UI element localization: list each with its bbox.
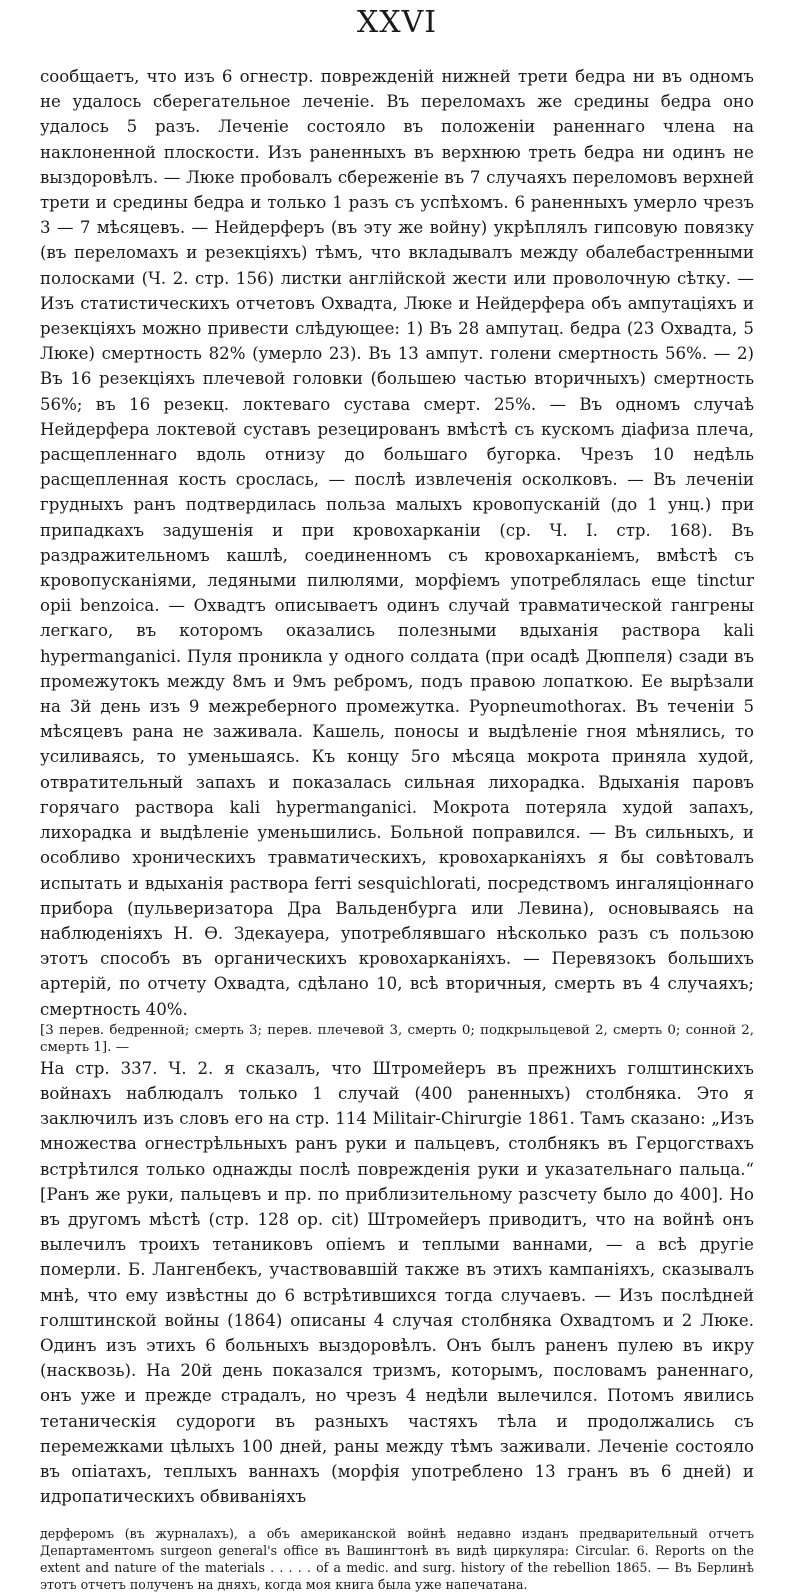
page-number: XXVI <box>356 5 438 40</box>
body-paragraph-1: сообщаетъ, что изъ 6 огнестр. поврежденій нижней трети бедра ни въ одномъ не удалось сберегательное леченіе. Въ переломахъ же средины бедра оно удалось 5 разъ. Леченіе состояло въ положеніи раненнаго члена на наклоненной плоскости. Изъ раненныхъ въ верхнюю треть бедра ни одинъ не выздоровѣлъ. — Люке пробовалъ сбереженіе въ 7 случаяхъ переломовъ верхней трети и средины бедра и только 1 разъ съ успѣхомъ. 6 раненныхъ умерло чрезъ 3 — 7 мѣсяцевъ. — Нейдерферъ (въ эту же войну) укрѣплялъ гипсовую повязку (въ переломахъ и резекціяхъ) тѣмъ, что вкладывалъ между обалебастренными полосками (Ч. 2. стр. 156) листки англійской жести или проволочную сѣтку. — Изъ статистическихъ отчетовъ Охвадта, Люке и Нейдерфера объ ампутаціяхъ и резекціяхъ можно привести слѣдующее: 1) Въ 28 ампутац. бедра (23 Охвадта, 5 Люке) смертность 82% (умерло 23). Въ 13 ампут. голени смертность 56%. — 2) Въ 16 резекціяхъ плечевой головки (большею частью вторичныхъ) смертность 56%; въ 16 резекц. локтеваго сустава смерт. 25%. — Въ одномъ случаѣ Нейдерфера локтевой суставъ резецированъ вмѣстѣ съ кускомъ діафиза плеча, расщепленнаго вдоль отнизу до большаго бугорка. Чрезъ 10 недѣль расщепленная кость срослась, — послѣ извлеченія осколковъ. — Въ леченіи грудныхъ ранъ подтвердилась польза малыхъ кровопусканій (до 1 унц.) при припадкахъ задушенія и при кровохарканіи (ср. Ч. I. стр. 168). Въ раздражительномъ кашлѣ, соединенномъ съ кровохарканіемъ, вмѣстѣ съ кровопусканіями, ледяными пилюлями, морфіемъ употреблялась еще tinctur opii benzoica. — Охвадтъ описываетъ одинъ случай травматической гангрены легкаго, въ которомъ оказались полезными вдыханія раствора kali hypermanganici. Пуля проникла у одного солдата (при осадѣ Дюппеля) сзади въ промежутокъ между 8мъ и 9мъ ребромъ, подъ правою лопаткою. Ее вырѣзали на 3й день изъ 9 межреберного промежутка. Pyopneumothorax. Въ теченіи 5 мѣсяцевъ рана не заживала. Кашель, поносы и выдѣленіе гноя мѣнялись, то усиливаясь, то уменьшаясь. Къ концу 5го мѣсяца мокрота приняла худой, отвратительный запахъ и показалась сильная лихорадка. Вдыханія паровъ горячаго раствора kali hypermanganici. Мокрота потеряла худой запахъ, лихорадка и выдѣленіе уменьшились. Больной поправился. — Въ сильныхъ, и особливо хроническихъ травматическихъ, кровохарканіяхъ я бы совѣтовалъ испытать и вдыханія раствора ferri sesquichlorati, посредствомъ ингаляціоннаго прибора (пульверизатора Дра Вальденбурга или Левина), основываясь на наблюденіяхъ Н. Ѳ. Здекауера, употреблявшаго нѣсколько разъ съ пользою этотъ способъ въ органическихъ кровохарканіяхъ. — Перевязокъ большихъ артерій, по отчету Охвадта, сдѣлано 10, всѣ вторичныя, смерть въ 4 случаяхъ; смертность 40%. <box>40 67 754 1019</box>
ligature-statistics-note: [3 перев. бедренной; смерть 3; перев. плечевой 3, смерть 0; подкрыльцевой 2, смерть 0; сонной 2, смерть 1]. — <box>40 1022 754 1055</box>
footnote: дерферомъ (въ журналахъ), а объ американской войнѣ недавно изданъ предварительный отчетъ Департаментомъ surgeon general's office въ Вашингтонѣ въ видѣ циркуляра: Circular. 6. Reports on the extent and nature of the materials . . . . . of a medic. and surg. history of the rebellion 1865. — Въ Берлинѣ этотъ отчетъ полученъ на дняхъ, когда моя книга была уже напечатана. <box>40 1526 754 1593</box>
body-paragraph-2: На стр. 337. Ч. 2. я сказалъ, что Штромейеръ въ прежнихъ голштинскихъ войнахъ наблюдалъ только 1 случай (400 раненныхъ) столбняка. Это я заключилъ изъ словъ его на стр. 114 Militair-Chirurgie 1861. Тамъ сказано: „Изъ множества огнестрѣльныхъ ранъ руки и пальцевъ, столбнякъ въ Герцогствахъ встрѣтился только однажды послѣ поврежденія руки и указательнаго пальца.“ [Ранъ же руки, пальцевъ и пр. по приблизительному разсчету было до 400]. Но въ другомъ мѣстѣ (стр. 128 op. cit) Штромейеръ приводитъ, что на войнѣ онъ вылечилъ троихъ тетаниковъ опіемъ и теплыми ваннами, — а всѣ другіе померли. Б. Лангенбекъ, участвовавшій также въ этихъ кампаніяхъ, сказывалъ мнѣ, что ему извѣстны до 6 встрѣтившихся тогда случаевъ. — Изъ послѣдней голштинской войны (1864) описаны 4 случая столбняка Охвадтомъ и 2 Люке. Одинъ изъ этихъ 6 больныхъ выздоровѣлъ. Онъ былъ раненъ пулею въ икру (насквозь). На 20й день показался тризмъ, которымъ, пословамъ раненнаго, онъ уже и прежде страдалъ, но чрезъ 4 недѣли вылечился. Потомъ явились тетаническія судороги въ разныхъ частяхъ тѣла и продолжались съ перемежками цѣлыхъ 100 дней, раны между тѣмъ заживали. Леченіе состояло въ опіатахъ, теплыхъ ваннахъ (морфія употреблено 13 гранъ въ 6 дней) и идропатическихъ обвиваніяхъ <box>40 1058 754 1507</box>
page <box>40 0 754 1593</box>
